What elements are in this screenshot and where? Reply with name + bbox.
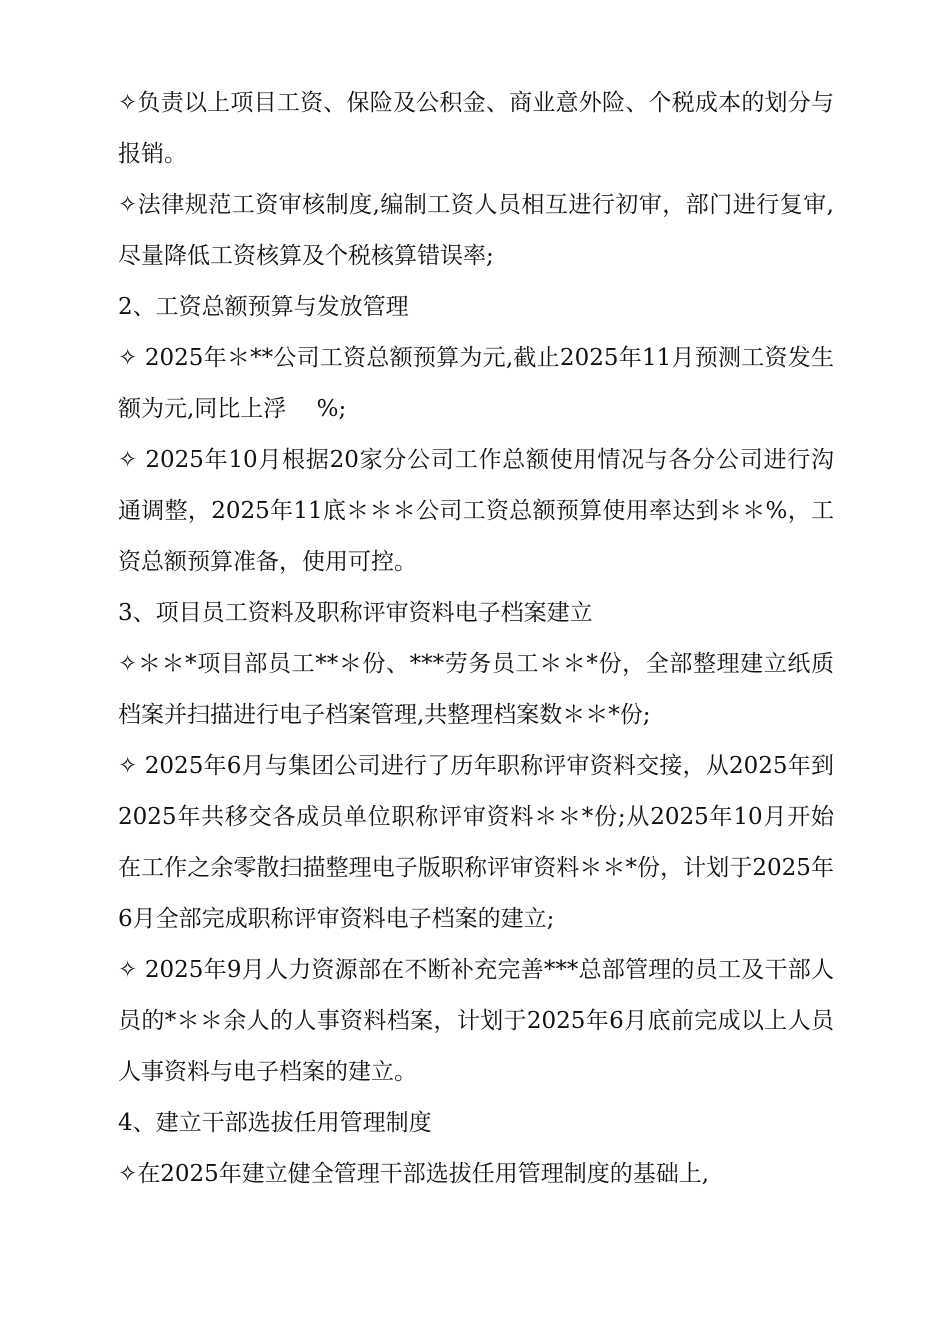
- paragraph-title-review-archives: ✧ 2025年6月与集团公司进行了历年职称评审资料交接，从2025年到2025年共移交各成员单位职称评审资料＊＊*份;从2025年10月开始在工作之余零散扫描整理电子版职称评审资料＊＊*份，计划于2025年6月全部完成职称评审资料电子档案的建立;: [118, 753, 834, 932]
- paragraph-cadre-selection: ✧在2025年建立健全管理干部选拔任用管理制度的基础上,: [118, 1161, 710, 1187]
- paragraph-salary-budget: ✧ 2025年＊**公司工资总额预算为元,截止2025年11月预测工资发生额为元,同比上浮 %;: [118, 345, 834, 422]
- paragraph-salary-reimbursement: ✧负责以上项目工资、保险及公积金、商业意外险、个税成本的划分与报销。: [118, 90, 834, 167]
- section-heading-3: 3、项目员工资料及职称评审资料电子档案建立: [118, 600, 593, 626]
- paragraph-salary-audit: ✧法律规范工资审核制度,编制工资人员相互进行初审，部门进行复审,尽量降低工资核算及个税核算错误率;: [118, 192, 834, 269]
- section-heading-4: 4、建立干部选拔任用管理制度: [118, 1110, 432, 1136]
- paragraph-employee-archives: ✧＊＊*项目部员工**＊份、***劳务员工＊＊*份，全部整理建立纸质档案并扫描进行电子档案管理,共整理档案数＊＊*份;: [118, 651, 834, 728]
- section-heading-2: 2、工资总额预算与发放管理: [118, 294, 409, 320]
- paragraph-personnel-archives: ✧ 2025年9月人力资源部在不断补充完善***总部管理的员工及干部人员的*＊＊余人的人事资料档案，计划于2025年6月底前完成以上人员人事资料与电子档案的建立。: [118, 957, 834, 1085]
- paragraph-budget-adjustment: ✧ 2025年10月根据20家分公司工作总额使用情况与各分公司进行沟通调整，2025年11底＊＊＊公司工资总额预算使用率达到＊＊%，工资总额预算准备，使用可控。: [118, 447, 834, 575]
- document-body: [118, 78, 834, 1200]
